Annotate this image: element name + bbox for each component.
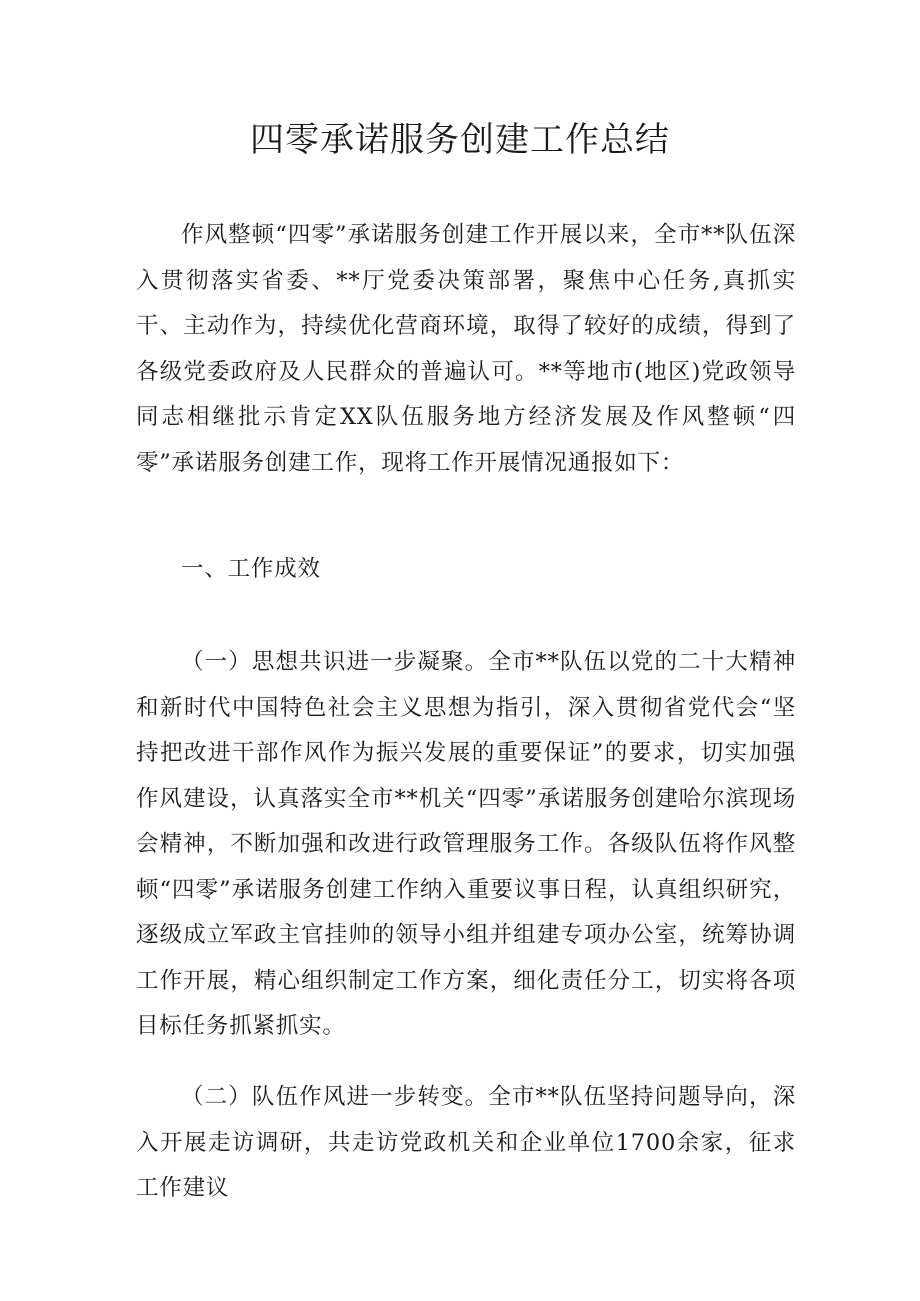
section-heading-work-results: 一、工作成效	[181, 556, 321, 582]
paragraph-team-style: （二）队伍作风进一步转变。全市**队伍坚持问题导向，深入开展走访调研，共走访党政机关和企业单位1700余家，征求工作建议	[136, 1084, 796, 1201]
intro-paragraph: 作风整顿“四零”承诺服务创建工作开展以来，全市**队伍深入贯彻落实省委、**厅党委决策部署，聚焦中心任务,真抓实干、主动作为，持续优化营商环境，取得了较好的成绩，得到了各级党委政府及人民群众的普遍认可。**等地市(地区)党政领导同志相继批示肯定XX队伍服务地方经济发展及作风整顿“四零”承诺服务创建工作，现将工作开展情况通报如下：	[136, 222, 796, 476]
document-title: 四零承诺服务创建工作总结	[250, 120, 670, 160]
paragraph-thought-consensus: （一）思想共识进一步凝聚。全市**队伍以党的二十大精神和新时代中国特色社会主义思想为指引，深入贯彻省党代会“坚持把改进干部作风作为振兴发展的重要保证”的要求，切实加强作风建设，认真落实全市**机关“四零”承诺服务创建哈尔滨现场会精神，不断加强和改进行政管理服务工作。各级队伍将作风整顿“四零”承诺服务创建工作纳入重要议事日程，认真组织研究，逐级成立军政主官挂帅的领导小组并组建专项办公室，统筹协调工作开展，精心组织制定工作方案，细化责任分工，切实将各项目标任务抓紧抓实。	[136, 649, 796, 1039]
